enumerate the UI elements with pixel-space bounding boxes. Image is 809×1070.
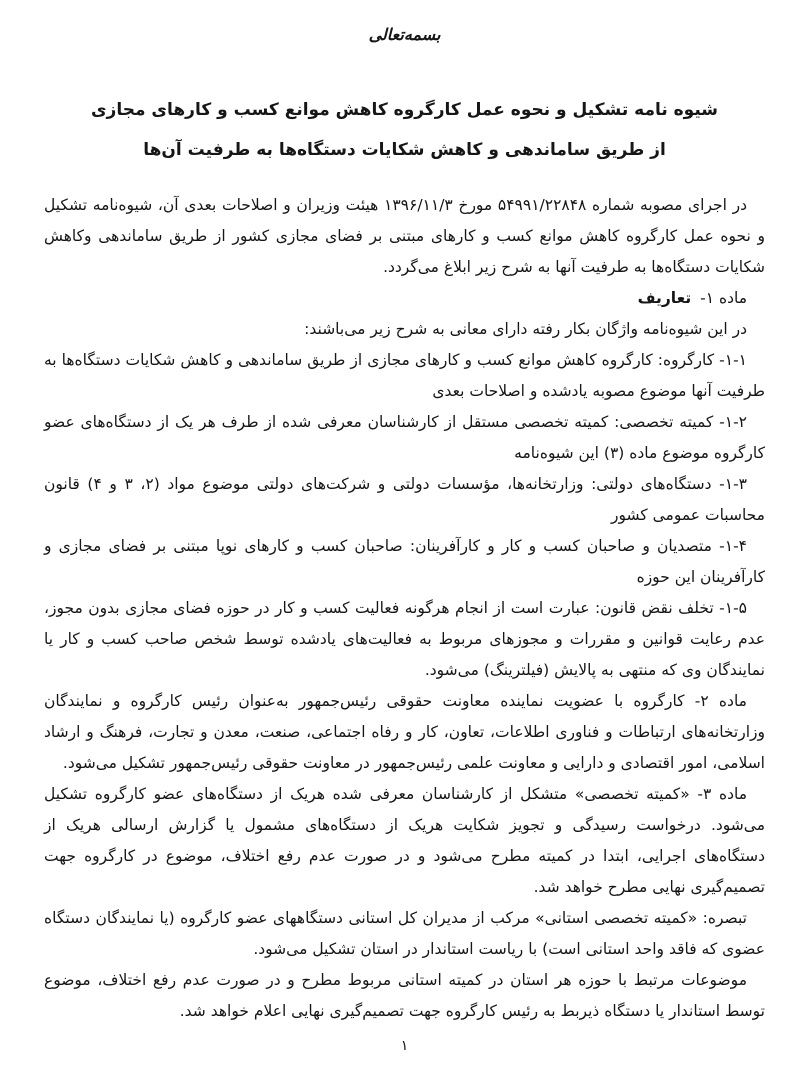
document-title [44,90,765,170]
paragraph-intro: در اجرای مصوبه شماره ۵۴۹۹۱/۲۲۸۴۸ مورخ ۱۳۹۶/۱۱/۳ هیئت وزیران و اصلاحات بعدی آن، شیوه‌نامه تشکیل و نحوه عمل کارگروه کاهش موانع کسب و کارهای مبتنی بر فضای مجازی کشور از طریق ساماندهی وکاهش شکایات دستگاه‌ها به طرفیت آنها به شرح زیر ابلاغ می‌گردد. [44,196,765,276]
document-title-line2: از طریق ساماندهی و کاهش شکایات دستگاه‌ها به طرفیت آن‌ها [143,140,666,160]
paragraph-note: تبصره: «کمیته تخصصی استانی» مرکب از مدیران کل استانی دستگاههای عضو کارگروه (یا نمایندگان دستگاه عضوی که فاقد واحد استانی است) با ریاست استاندار در استان تشکیل می‌شود. [44,909,765,958]
paragraph-article-2: ماده ۲- کارگروه با عضویت نماینده معاونت حقوقی رئیس‌جمهور به‌عنوان رئیس کارگروه و نمایندگان وزارتخانه‌های ارتباطات و فناوری اطلاعات، تعاون، کار و رفاه اجتماعی، صنعت، معدن و تجارت، فرهنگ و ارشاد اسلامی، امور اقتصادی و دارایی و معاونت علمی رئیس‌جمهور در معاونت حقوقی رئیس‌جمهور تشکیل می‌شود. [44,692,765,772]
paragraph-definitions-lead: در این شیوه‌نامه واژگان بکار رفته دارای معانی به شرح زیر می‌باشند: [304,320,747,338]
paragraph-definition-1-2: ۱-۲- کمیته تخصصی: کمیته تخصصی مستقل از کارشناسان معرفی شده از طرف هر یک از دستگاه‌های عضو کارگروه موضوع ماده (۳) این شیوه‌نامه [44,413,765,462]
article-1-heading [44,283,765,314]
paragraph-article-3: ماده ۳- «کمیته تخصصی» متشکل از کارشناسان معرفی شده هریک از دستگاه‌های عضو کارگروه تشکیل می‌شود. درخواست رسیدگی و تجویز شکایت هریک از دستگاه‌های مشمول یا گزارش ارسالی هریک از دستگاه‌های اجرایی، ابتدا در کمیته مطرح می‌شود و در صورت عدم رفع اختلاف، موضوع در کارگروه جهت تصمیم‌گیری نهایی مطرح خواهد شد. [44,785,765,896]
paragraph-definition-1-1: ۱-۱- کارگروه: کارگروه کاهش موانع کسب و کارهای مجازی از طریق ساماندهی و کاهش شکایات دستگاه‌ها به طرفیت آنها موضوع مصوبه یادشده و اصلاحات بعدی [44,351,765,400]
paragraph-provincial-matters: موضوعات مرتبط با حوزه هر استان در کمیته استانی مربوط مطرح و در صورت عدم رفع اختلاف، موضوع توسط استاندار یا دستگاه ذیربط به رئیس کارگروه جهت تصمیم‌گیری نهایی اعلام خواهد شد. [44,971,765,1020]
paragraph-definition-1-3: ۱-۳- دستگاه‌های دولتی: وزارتخانه‌ها، مؤسسات دولتی و شرکت‌های دولتی موضوع مواد (۲، ۳ و ۴) قانون محاسبات عمومی کشور [44,475,765,524]
bismillah-header: بسمه‌تعالی [368,25,441,44]
document-body [44,190,765,1027]
page-number: ۱ [400,1038,409,1054]
paragraph-definition-1-5: ۱-۵- تخلف نقض قانون: عبارت است از انجام هرگونه فعالیت کسب و کار در حوزه فضای مجازی بدون مجوز، عدم رعایت قوانین و مقررات و مجوزهای مربوط به فعالیت‌های یادشده توسط شخص صاحب کسب و کار یا نمایندگان وی که منتهی به پالایش (فیلترینگ) می‌شود. [44,599,765,679]
document-title-line1: شیوه نامه تشکیل و نحوه عمل کارگروه کاهش موانع کسب و کارهای مجازی [90,100,719,120]
article-1-label: ماده ۱- [700,289,747,307]
paragraph-definition-1-4: ۱-۴- متصدیان و صاحبان کسب و کار و کارآفرینان: صاحبان کسب و کارهای نوپا مبتنی بر فضای مجازی و کارآفرینان این حوزه [44,537,765,586]
article-1-term: تعاریف [637,289,692,307]
